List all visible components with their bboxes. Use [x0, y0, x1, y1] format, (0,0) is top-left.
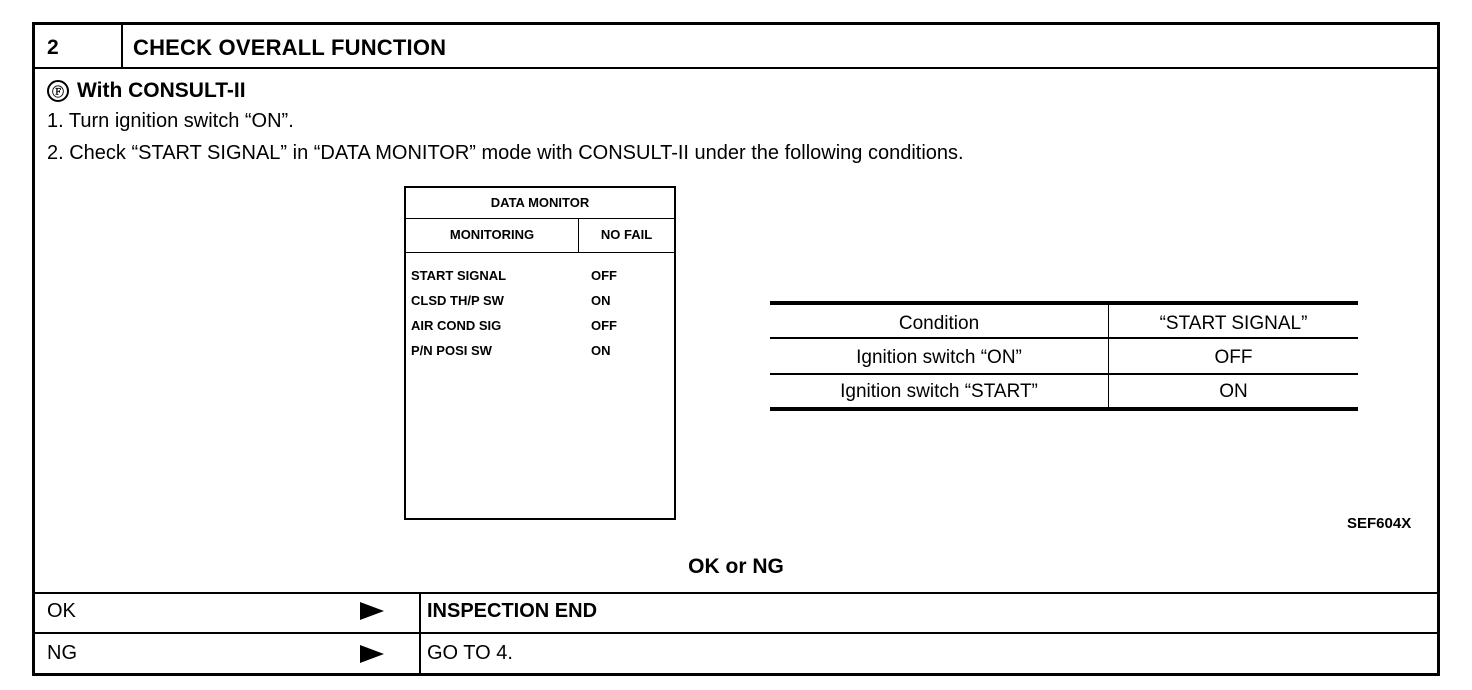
figure-code: SEF604X — [1347, 515, 1412, 532]
monitor-row — [411, 343, 671, 365]
result-divider-middle — [35, 632, 1437, 634]
result-divider-top — [35, 592, 1437, 594]
condition-cell: Ignition switch “START” — [840, 381, 1038, 402]
monitor-value: ON — [591, 293, 611, 308]
monitor-item: CLSD TH/P SW — [411, 293, 504, 308]
ng-arrow-icon — [360, 645, 384, 663]
consult-heading — [47, 79, 246, 103]
monitor-item: P/N POSI SW — [411, 343, 492, 358]
table-row-rule — [770, 373, 1358, 375]
header-divider — [121, 25, 123, 67]
ok-action: INSPECTION END — [427, 600, 598, 622]
result-column-divider — [419, 592, 421, 676]
condition-cell: Ignition switch “ON” — [856, 347, 1022, 368]
ng-label: NG — [47, 642, 77, 664]
table-header-rule — [770, 337, 1358, 339]
ok-label: OK — [47, 600, 76, 622]
monitor-value: OFF — [591, 268, 617, 283]
start-signal-header: “START SIGNAL” — [1159, 313, 1308, 334]
step-1-text: 1. Turn ignition switch “ON”. — [47, 110, 294, 132]
monitor-item: START SIGNAL — [411, 268, 507, 283]
consult-icon: Ⓕ — [47, 80, 69, 102]
consult-label: With CONSULT-II — [77, 79, 246, 102]
monitor-item: AIR COND SIG — [411, 318, 502, 333]
monitor-row — [411, 318, 671, 340]
inspection-frame — [32, 22, 1440, 676]
ng-action: GO TO 4. — [427, 642, 513, 664]
monitor-value: ON — [591, 343, 611, 358]
table-bottom-rule — [770, 407, 1358, 411]
step-number: 2 — [47, 36, 59, 59]
condition-header: Condition — [898, 313, 980, 334]
data-monitor-screen — [404, 186, 676, 520]
signal-cell: ON — [1219, 381, 1248, 402]
data-monitor-title: DATA MONITOR — [406, 188, 674, 219]
monitoring-label: MONITORING — [406, 218, 579, 252]
step-2-text: 2. Check “START SIGNAL” in “DATA MONITOR” mode with CONSULT-II under the following conditions. — [47, 142, 964, 164]
monitor-value: OFF — [591, 318, 617, 333]
step-title: CHECK OVERALL FUNCTION — [133, 35, 447, 60]
data-monitor-subheader — [406, 218, 674, 253]
signal-cell: OFF — [1214, 347, 1253, 368]
table-top-rule — [770, 301, 1358, 305]
ok-or-ng-label: OK or NG — [688, 555, 784, 578]
step-header — [35, 25, 1437, 69]
monitor-row — [411, 268, 671, 290]
ok-arrow-icon — [360, 602, 384, 620]
no-fail-label: NO FAIL — [600, 227, 653, 242]
monitor-row — [411, 293, 671, 315]
